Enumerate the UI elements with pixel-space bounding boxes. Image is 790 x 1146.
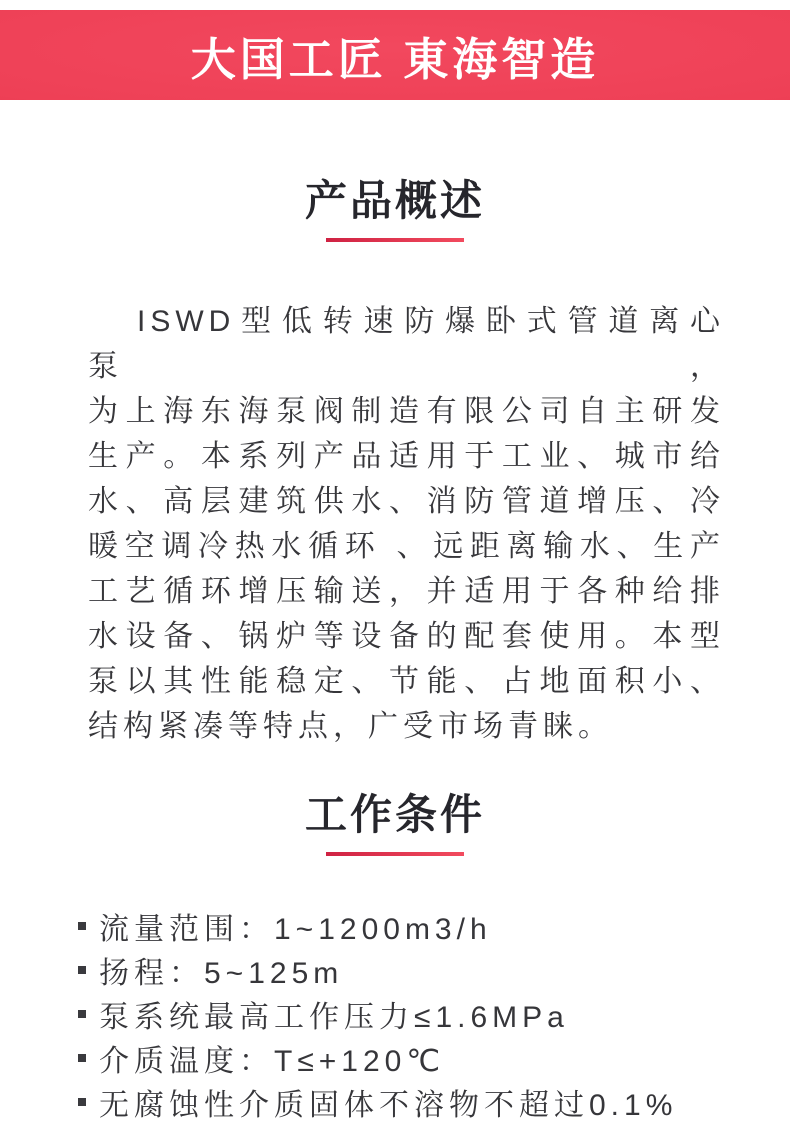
paragraph-line: ISWD型低转速防爆卧式管道离心泵，: [88, 305, 725, 383]
overview-paragraph: [88, 299, 725, 749]
spec-text: 无腐蚀性介质固体不溶物不超过0.1%: [99, 1089, 678, 1122]
spec-text: 泵系统最高工作压力≤1.6MPa: [99, 1001, 569, 1034]
paragraph-line: 暖空调冷热水循环 、远距离输水、生产: [88, 530, 725, 563]
paragraph-line: 水、高层建筑供水、消防管道增压、冷: [88, 485, 725, 518]
conditions-list: [0, 904, 790, 1124]
bullet-dot-icon: [78, 966, 86, 974]
list-item: [78, 1036, 790, 1080]
list-item: [78, 948, 790, 992]
list-item: [78, 1080, 790, 1124]
bullet-dot-icon: [78, 1098, 86, 1106]
paragraph-line: 工艺循环增压输送，并适用于各种给排: [88, 575, 725, 608]
paragraph-line: 生产。本系列产品适用于工业、城市给: [88, 440, 725, 473]
paragraph-line: 为上海东海泵阀制造有限公司自主研发: [88, 395, 725, 428]
overview-section-title: 产品概述: [304, 177, 485, 224]
paragraph-line: 水设备、锅炉等设备的配套使用。本型: [88, 620, 725, 653]
conditions-section: [0, 749, 790, 1124]
list-item: [78, 904, 790, 948]
bullet-dot-icon: [78, 1010, 86, 1018]
spec-text: 流量范围：1~1200m3/h: [99, 913, 492, 946]
bullet-dot-icon: [78, 1054, 86, 1062]
brand-banner: [0, 10, 790, 100]
paragraph-line: 泵以其性能稳定、节能、占地面积小、: [88, 665, 725, 698]
banner-title: 大国工匠 東海智造: [190, 33, 600, 85]
spec-text: 扬程：5~125m: [99, 957, 344, 990]
paragraph-line: 结构紧凑等特点，广受市场青睐。: [88, 710, 613, 743]
list-item: [78, 992, 790, 1036]
spec-text: 介质温度：T≤+120℃: [99, 1045, 446, 1078]
conditions-title-underline: [326, 852, 464, 856]
bullet-dot-icon: [78, 922, 86, 930]
overview-section: [0, 100, 790, 749]
overview-title-underline: [326, 238, 464, 242]
product-detail-page: [0, 10, 790, 1146]
conditions-section-title: 工作条件: [304, 791, 485, 838]
